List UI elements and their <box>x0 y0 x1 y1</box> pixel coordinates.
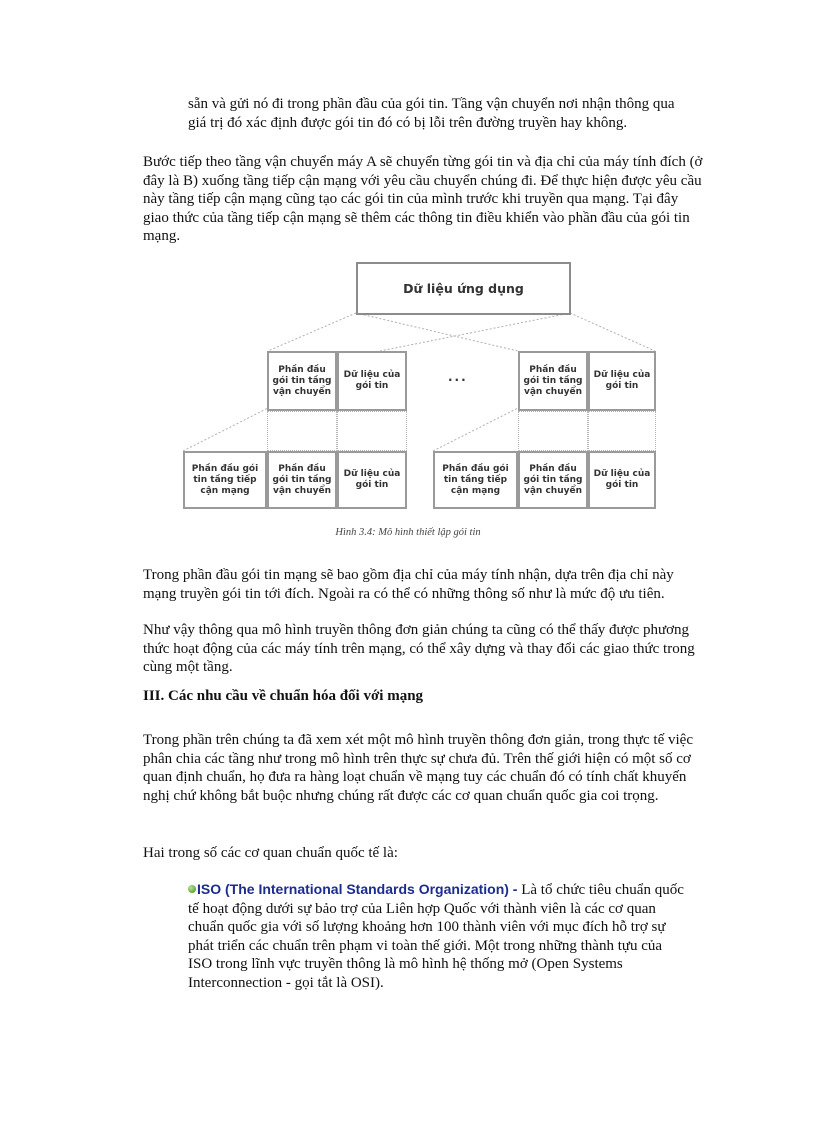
network-header-box-right: Phần đầu gói tin tầng tiếp cận mạng <box>433 451 518 509</box>
transport-header-box-left: Phần đầu gói tin tầng vận chuyển <box>267 351 337 411</box>
placeholder-right-2 <box>588 411 656 451</box>
transport-header-box-right: Phần đầu gói tin tầng vận chuyển <box>518 351 588 411</box>
header-paragraph: Trong phần đầu gói tin mạng sẽ bao gồm địa chỉ của máy tính nhận, dựa trên địa chỉ này mạng truyền gói tin tới đích. Ngoài ra có thể có những thông số như là mức độ ưu tiên. <box>143 567 674 602</box>
iso-list-item <box>188 880 688 992</box>
model-paragraph: Như vậy thông qua mô hình truyền thông đơn giản chúng ta cũng có thể thấy được phương thức hoạt động của các máy tính trên mạng, có thể xây dựng và thay đổi các giao thức trong cùng một tầng. <box>143 622 695 675</box>
iso-description: Là tổ chức tiêu chuẩn quốc tế hoạt động dưới sự bảo trợ của Liên hợp Quốc với thành viên là các cơ quan chuẩn quốc gia với số lượng khoảng hơn 100 thành viên với mục đích hỗ trợ sự phát triển các chuẩn trên phạm vi toàn thế giới. Một trong những thành tựu của ISO trong lĩnh vực truyền thông là mô hình hệ thống mở (Open Systems Interconnection - gọi tắt là OSI). <box>188 882 684 991</box>
transport-data-box-right: Dữ liệu của gói tin <box>588 351 656 411</box>
transport-data-bottom-left: Dữ liệu của gói tin <box>337 451 407 509</box>
next-step-paragraph: Bước tiếp theo tầng vận chuyển máy A sẽ chuyển từng gói tin và địa chỉ của máy tính đích (ở đây là B) xuống tầng tiếp cận mạng với yêu cầu chuyển chúng đi. Để thực hiện được yêu cầu này tầng tiếp cận mạng cũng tạo các gói tin của mình trước khi truyền qua mạng. Tại đây giao thức của tầng tiếp cận mạng sẽ thêm các thông tin điều khiển vào phần đầu của gói tin mạng. <box>143 154 703 244</box>
ellipsis: ... <box>448 370 468 384</box>
application-data-box: Dữ liệu ứng dụng <box>356 262 571 315</box>
figure-caption: Hình 3.4: Mô hình thiết lập gói tin <box>335 527 481 538</box>
two-orgs-paragraph: Hai trong số các cơ quan chuẩn quốc tế là: <box>143 845 398 861</box>
placeholder-left-1 <box>267 411 337 451</box>
placeholder-left-2 <box>337 411 407 451</box>
packet-model-diagram <box>180 258 660 516</box>
section-heading: III. Các nhu cầu về chuẩn hóa đối với mạng <box>143 688 424 704</box>
transport-data-bottom-right: Dữ liệu của gói tin <box>588 451 656 509</box>
transport-header-bottom-left: Phần đầu gói tin tầng vận chuyển <box>267 451 337 509</box>
transport-header-bottom-right: Phần đầu gói tin tầng vận chuyển <box>518 451 588 509</box>
bullet-icon <box>188 885 196 893</box>
network-header-box-left: Phần đầu gói tin tầng tiếp cận mạng <box>183 451 267 509</box>
continued-paragraph: sẵn và gửi nó đi trong phần đầu của gói tin. Tầng vận chuyển nơi nhận thông qua giá trị đó xác định được gói tin đó có bị lỗi trên đường truyền hay không. <box>188 96 675 131</box>
placeholder-right-1 <box>518 411 588 451</box>
iso-title: ISO (The International Standards Organization) - <box>197 881 518 897</box>
standards-paragraph: Trong phần trên chúng ta đã xem xét một mô hình truyền thông đơn giản, trong thực tế việc phân chia các tầng như trong mô hình trên thực sự chưa đủ. Trên thế giới hiện có một số cơ quan định chuẩn, họ đưa ra hàng loạt chuẩn về mạng tuy các chuẩn đó có tính chất khuyến nghị chứ không bắt buộc nhưng chúng rất được các cơ quan chuẩn quốc gia coi trọng. <box>143 732 693 804</box>
transport-data-box-left: Dữ liệu của gói tin <box>337 351 407 411</box>
